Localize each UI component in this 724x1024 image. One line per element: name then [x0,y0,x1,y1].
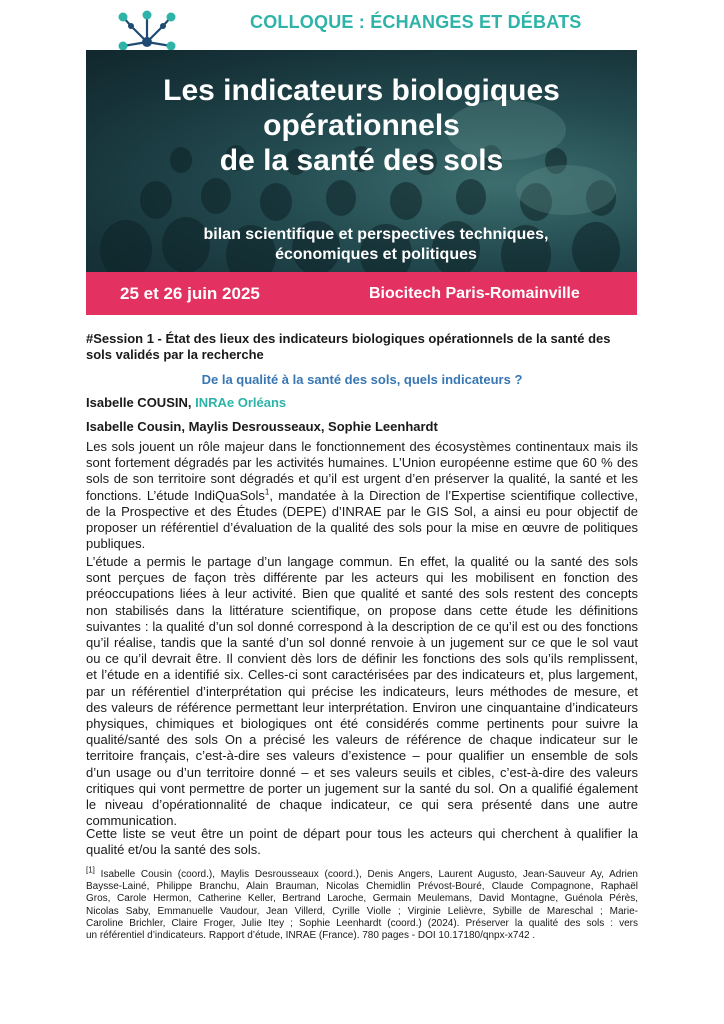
text-line: d’un usage ou d’un territoire donné – et ses valeurs seuils et cibles, c’est-à-dire des valeurs [86,764,638,780]
text-line: préoccupations liées à leur activité. Bien que qualité et santé des sols restent des concepts [86,586,638,602]
text-line: des valeurs de référence permettant leur interprétation. Environ une cinquantaine d’indicateurs [86,699,638,715]
text-line: publiques. [86,536,146,552]
footnote-line: Caroline Brichler, Claire Froger, Julie Itey ; Sophie Leenhardt (coord.) (2024). Préserver la qualité des sols : vers [86,917,638,929]
event-info-band [86,272,637,315]
text-line: Les sols jouent un rôle majeur dans le fonctionnement des écosystèmes continentaux mais ils [86,439,638,454]
event-banner [86,50,637,272]
colloque-heading: COLLOQUE : ÉCHANGES ET DÉBATS [250,12,582,32]
text-line: le niveau d’opérationnalité de chaque indicateur, ce qui sera présenté dans une autre [86,797,638,813]
footnote-line: Nicolas Saby, Emmanuelle Vaudour, Jean Villerd, Cyrille Violle ; Virginie Lelièvre, Sybille de Mareschal ; Marie- [86,905,638,917]
text-line: ou ce qu’il devrait être. Il convient dès lors de définir les fonctions des sols qu’ils remplissent, [86,651,638,667]
text-line: Cette liste se veut être un point de départ pour tous les acteurs qui cherchent à qualifier la [86,826,638,841]
session-heading [86,331,638,363]
text-fragment: fonctions. L’étude IndiQuaSols [86,487,265,503]
session-heading-line: #Session 1 - État des lieux des indicateurs biologiques opérationnels de la santé des [86,331,611,346]
paragraph-conclusion [86,826,638,858]
speaker-name: Isabelle COUSIN, [86,395,196,410]
text-line: physiques, chimiques et biologiques ont été considérés comme pertinents pour suivre la [86,716,638,732]
text-line: proposer un référentiel d’évaluation de la qualité des sols pour la mise en œuvre de politiques [86,520,638,536]
text-line: par un référentiel d’interprétation qui précise les indicateurs, leurs méthodes de mesure, et [86,683,638,699]
footnote-line: un référentiel d’indicateurs. Rapport d’étude, INRAE (France). 780 pages - DOI 10.17180/qnpx-x742 . [86,930,536,942]
banner-title-line: opérationnels [263,109,460,142]
text-line: sont fortement dégradés par les activités humaines. L’Union européenne estime que 60 % des [86,455,638,471]
text-line [86,488,638,504]
text-line: territoire français, c’est-à-dire ses valeurs d’existence – pour qualifier un ensemble de sols [86,748,638,764]
text-line: L’étude a permis le partage d’un langage commun. En effet, la qualité ou la santé des sols [86,554,638,569]
banner-title-line: Les indicateurs biologiques [163,74,560,107]
talk-title: De la qualité à la santé des sols, quels indicateurs ? [201,372,523,387]
footnote-line: Baysse-Lainé, Philippe Branchu, Alain Brauman, Nicolas Chemidlin Prévost-Bouré, Claude Compagnone, Raphaël [86,881,638,893]
text-line: qualité et/ou la santé des sols. [86,842,261,858]
text-line: de la Prospective et des Études (DEPE) d’INRAE par le GIS Sol, a ainsi eu pour objectif de [86,503,638,519]
text-line: non stabilisés dans la littérature scientifique, on propose dans cette étude les définitions [86,602,638,618]
speaker-line [86,395,638,411]
banner-title [86,73,637,178]
event-dates: 25 et 26 juin 2025 [120,284,260,303]
text-line: communication. [86,813,178,829]
speaker-affiliation: INRAe Orléans [195,395,287,410]
event-venue: Biocitech Paris-Romainville [369,285,580,302]
paragraph-intro [86,439,638,552]
paragraph-definitions [86,554,638,829]
text-line: critiques qui vont permettre de porter un jugement sur la santé du sol. On a qualifié également [86,780,638,796]
text-line: qualité/santé des sols On a précisé les valeurs de référence de chaque indicateur sur le [86,732,638,748]
text-line: sols de son territoire sont dégradés et qu’il est urgent d’en préserver la qualité, la santé et les [86,471,638,487]
session-heading-line: sols validés par la recherche [86,347,264,363]
authors-line: Isabelle Cousin, Maylis Desrousseaux, Sophie Leenhardt [86,419,438,434]
footnote-line: Gros, Carole Hermon, Catherine Keller, Bertrand Laroche, Germain Meulemans, David Montagne, Guénola Pérès, [86,893,638,905]
text-fragment: , mandatée à la Direction de l’Expertise scientifique collective, [269,487,638,503]
footnote-marker: [1] [86,865,95,875]
banner-subtitle-line: bilan scientifique et perspectives techniques, [203,226,549,243]
footnote [86,865,638,942]
text-line: suivantes : la qualité d’un sol donné correspond à la description de ce qu’il est ou des fonctions [86,618,638,634]
footnote-line [86,865,638,881]
banner-title-line: de la santé des sols [219,144,504,177]
text-line: qu’il réalise, tandis que la santé d’un sol donné renvoie à un jugement sur ce que le sol vaut [86,635,638,651]
banner-subtitle [146,225,606,265]
text-line: sont perçues de façon très différente par les acteurs qui les mobilisent en fonction des [86,570,638,586]
text-fragment: Isabelle Cousin (coord.), Maylis Desrousseaux (coord.), Denis Angers, Laurent Augusto, Jean-Sauveur Ay, Adrien [94,869,638,880]
footnote-reference[interactable]: 1 [264,487,270,497]
banner-subtitle-line: économiques et politiques [275,246,477,263]
text-line: et l’étude en a identifié six. Celles-ci sont caractérisées par des indicateurs et, plus largement, [86,667,638,683]
